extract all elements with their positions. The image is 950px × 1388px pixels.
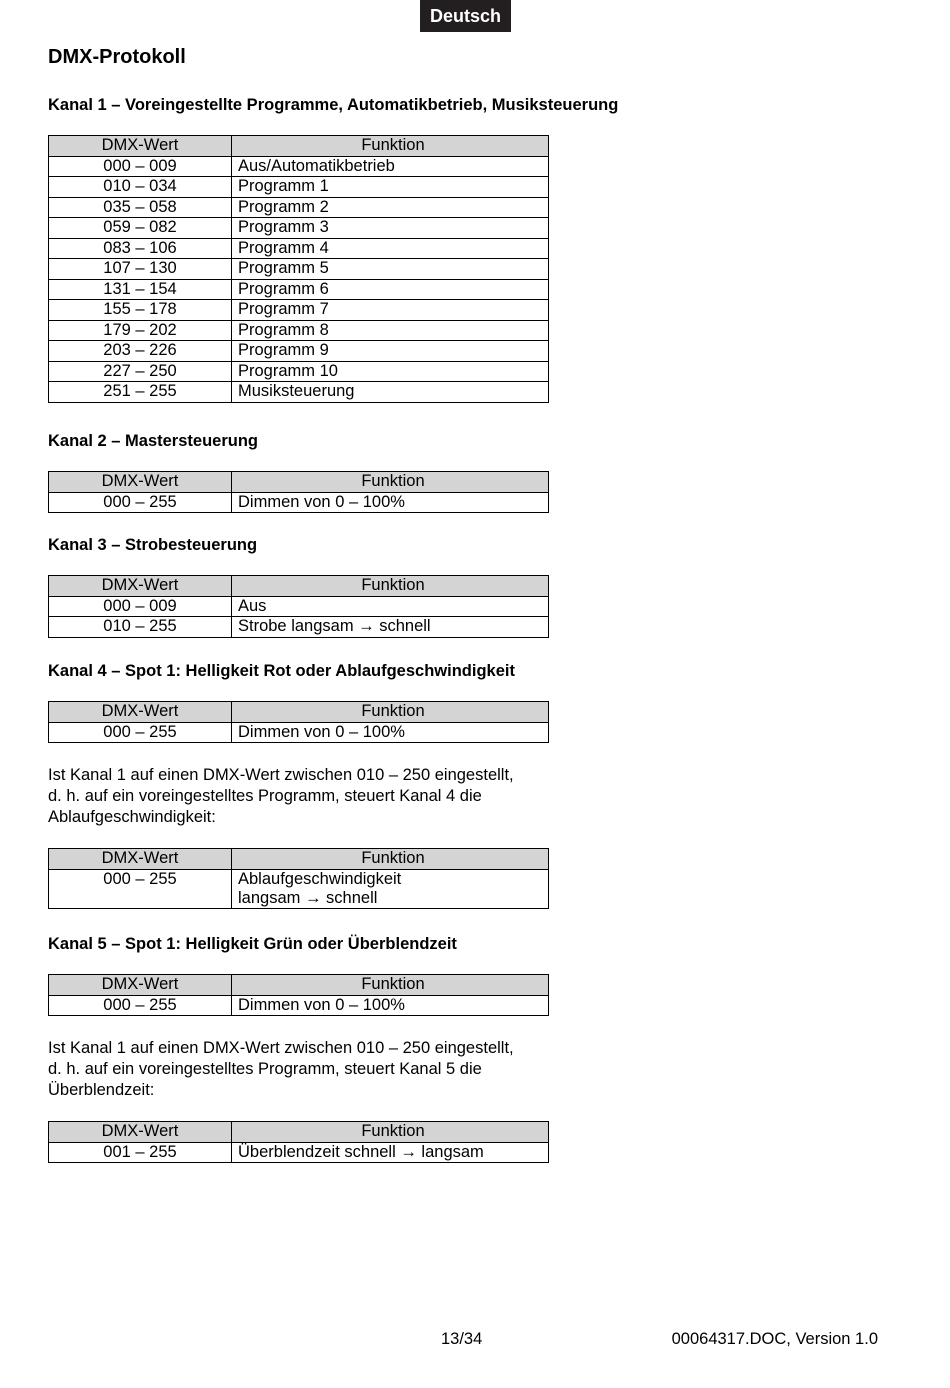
- dmx-value-cell: 010 – 255: [49, 617, 232, 638]
- section-heading-kanal-3: Kanal 3 – Strobesteuerung: [48, 536, 258, 554]
- dmx-table-kanal-3: [48, 575, 549, 638]
- function-cell: [232, 492, 549, 513]
- function-text: Strobe langsam → schnell: [238, 617, 431, 635]
- function-cell: [232, 869, 549, 908]
- section-heading-kanal-5: Kanal 5 – Spot 1: Helligkeit Grün oder Überblendzeit: [48, 935, 457, 953]
- dmx-table-kanal-5-dimmen: [48, 974, 549, 1016]
- function-text: Dimmen von 0 – 100%: [238, 995, 405, 1014]
- note-line: Ist Kanal 1 auf einen DMX-Wert zwischen 010 – 250 eingestellt,: [48, 766, 514, 784]
- dmx-value-cell: 155 – 178: [49, 300, 232, 321]
- dmx-table-kanal-4-ablauf: [48, 848, 549, 909]
- dmx-value-cell: 107 – 130: [49, 259, 232, 280]
- table-header-row: [49, 975, 549, 996]
- note-line: d. h. auf ein voreingestelltes Programm, steuert Kanal 4 die: [48, 787, 482, 805]
- kanal-5-note: [48, 1038, 648, 1101]
- dmx-table-kanal-5-ueberblend: [48, 1121, 549, 1163]
- table-row: [49, 492, 549, 513]
- function-cell: [232, 300, 549, 321]
- table-row: [49, 156, 549, 177]
- column-header-dmx-wert: DMX-Wert: [49, 1122, 232, 1143]
- dmx-value-cell: 000 – 255: [49, 722, 232, 743]
- column-header-dmx-wert: DMX-Wert: [49, 849, 232, 870]
- function-text: Dimmen von 0 – 100%: [238, 722, 405, 741]
- dmx-value-cell: 000 – 255: [49, 869, 232, 908]
- function-cell: [232, 361, 549, 382]
- page-title: DMX-Protokoll: [48, 46, 186, 68]
- table-row: [49, 197, 549, 218]
- function-cell: [232, 722, 549, 743]
- function-cell: [232, 238, 549, 259]
- table-row: [49, 279, 549, 300]
- column-header-funktion: Funktion: [232, 975, 549, 996]
- table-row: [49, 995, 549, 1016]
- function-text: langsam → schnell: [238, 888, 378, 907]
- dmx-value-cell: 227 – 250: [49, 361, 232, 382]
- function-text: Aus/Automatikbetrieb: [238, 156, 395, 175]
- table-row: [49, 238, 549, 259]
- dmx-value-cell: 179 – 202: [49, 320, 232, 341]
- dmx-value-cell: 083 – 106: [49, 238, 232, 259]
- table-row: [49, 382, 549, 403]
- function-text: Programm 10: [238, 361, 338, 380]
- function-text: Programm 2: [238, 197, 329, 216]
- section-heading-kanal-1: Kanal 1 – Voreingestellte Programme, Automatikbetrieb, Musiksteuerung: [48, 96, 619, 114]
- dmx-table-kanal-4-dimmen: [48, 701, 549, 743]
- function-text: Aus: [238, 596, 267, 615]
- table-header-row: [49, 576, 549, 597]
- function-cell: [232, 382, 549, 403]
- column-header-funktion: Funktion: [232, 576, 549, 597]
- column-header-dmx-wert: DMX-Wert: [49, 975, 232, 996]
- column-header-dmx-wert: DMX-Wert: [49, 576, 232, 597]
- function-text: Überblendzeit schnell → langsam: [238, 1142, 484, 1161]
- function-cell: [232, 218, 549, 239]
- column-header-dmx-wert: DMX-Wert: [49, 702, 232, 723]
- table-row: [49, 341, 549, 362]
- function-cell: [232, 279, 549, 300]
- function-cell: [232, 995, 549, 1016]
- dmx-value-cell: 059 – 082: [49, 218, 232, 239]
- table-header-row: [49, 849, 549, 870]
- table-row: [49, 361, 549, 382]
- function-text: Musiksteuerung: [238, 382, 355, 400]
- function-text: Programm 4: [238, 238, 329, 257]
- dmx-value-cell: 251 – 255: [49, 382, 232, 403]
- section-heading-kanal-2: Kanal 2 – Mastersteuerung: [48, 432, 258, 450]
- table-header-row: [49, 136, 549, 157]
- note-line: d. h. auf ein voreingestelltes Programm, steuert Kanal 5 die: [48, 1060, 482, 1078]
- table-row: [49, 259, 549, 280]
- table-row: [49, 177, 549, 198]
- function-cell: [232, 617, 549, 638]
- table-row: [49, 722, 549, 743]
- page-number: 13/34: [441, 1330, 483, 1348]
- function-cell: [232, 1142, 549, 1163]
- function-text: Programm 5: [238, 259, 329, 277]
- document-version: 00064317.DOC, Version 1.0: [671, 1330, 878, 1348]
- dmx-value-cell: 000 – 009: [49, 596, 232, 617]
- column-header-funktion: Funktion: [232, 136, 549, 157]
- column-header-funktion: Funktion: [232, 1122, 549, 1143]
- table-row: [49, 320, 549, 341]
- dmx-value-cell: 000 – 255: [49, 995, 232, 1016]
- dmx-value-cell: 000 – 009: [49, 156, 232, 177]
- dmx-value-cell: 131 – 154: [49, 279, 232, 300]
- function-text: Programm 1: [238, 177, 329, 195]
- dmx-table-kanal-1: [48, 135, 549, 403]
- table-row: [49, 596, 549, 617]
- function-text: Programm 8: [238, 320, 329, 339]
- function-cell: [232, 197, 549, 218]
- function-text: Programm 3: [238, 218, 329, 236]
- kanal-4-note: [48, 765, 648, 828]
- function-text: Ablaufgeschwindigkeit: [238, 869, 402, 888]
- function-text: Dimmen von 0 – 100%: [238, 492, 405, 511]
- language-badge: Deutsch: [420, 0, 511, 32]
- function-text: Programm 6: [238, 279, 329, 298]
- table-row: [49, 218, 549, 239]
- function-cell: [232, 259, 549, 280]
- section-heading-kanal-4: Kanal 4 – Spot 1: Helligkeit Rot oder Ablaufgeschwindigkeit: [48, 662, 515, 680]
- table-header-row: [49, 702, 549, 723]
- table-row: [49, 300, 549, 321]
- note-line: Überblendzeit:: [48, 1081, 155, 1099]
- table-row: [49, 1142, 549, 1163]
- dmx-table-kanal-2: [48, 471, 549, 513]
- column-header-funktion: Funktion: [232, 702, 549, 723]
- table-header-row: [49, 472, 549, 493]
- column-header-dmx-wert: DMX-Wert: [49, 136, 232, 157]
- dmx-value-cell: 010 – 034: [49, 177, 232, 198]
- function-text: Programm 7: [238, 300, 329, 318]
- function-cell: [232, 156, 549, 177]
- table-row: [49, 617, 549, 638]
- dmx-value-cell: 203 – 226: [49, 341, 232, 362]
- dmx-value-cell: 035 – 058: [49, 197, 232, 218]
- dmx-value-cell: 001 – 255: [49, 1142, 232, 1163]
- note-line: Ablaufgeschwindigkeit:: [48, 808, 216, 826]
- table-row: [49, 869, 549, 908]
- function-cell: [232, 177, 549, 198]
- function-text: Programm 9: [238, 341, 329, 359]
- function-cell: [232, 341, 549, 362]
- column-header-funktion: Funktion: [232, 472, 549, 493]
- column-header-funktion: Funktion: [232, 849, 549, 870]
- function-cell: [232, 596, 549, 617]
- note-line: Ist Kanal 1 auf einen DMX-Wert zwischen 010 – 250 eingestellt,: [48, 1039, 514, 1057]
- dmx-value-cell: 000 – 255: [49, 492, 232, 513]
- function-cell: [232, 320, 549, 341]
- column-header-dmx-wert: DMX-Wert: [49, 472, 232, 493]
- table-header-row: [49, 1122, 549, 1143]
